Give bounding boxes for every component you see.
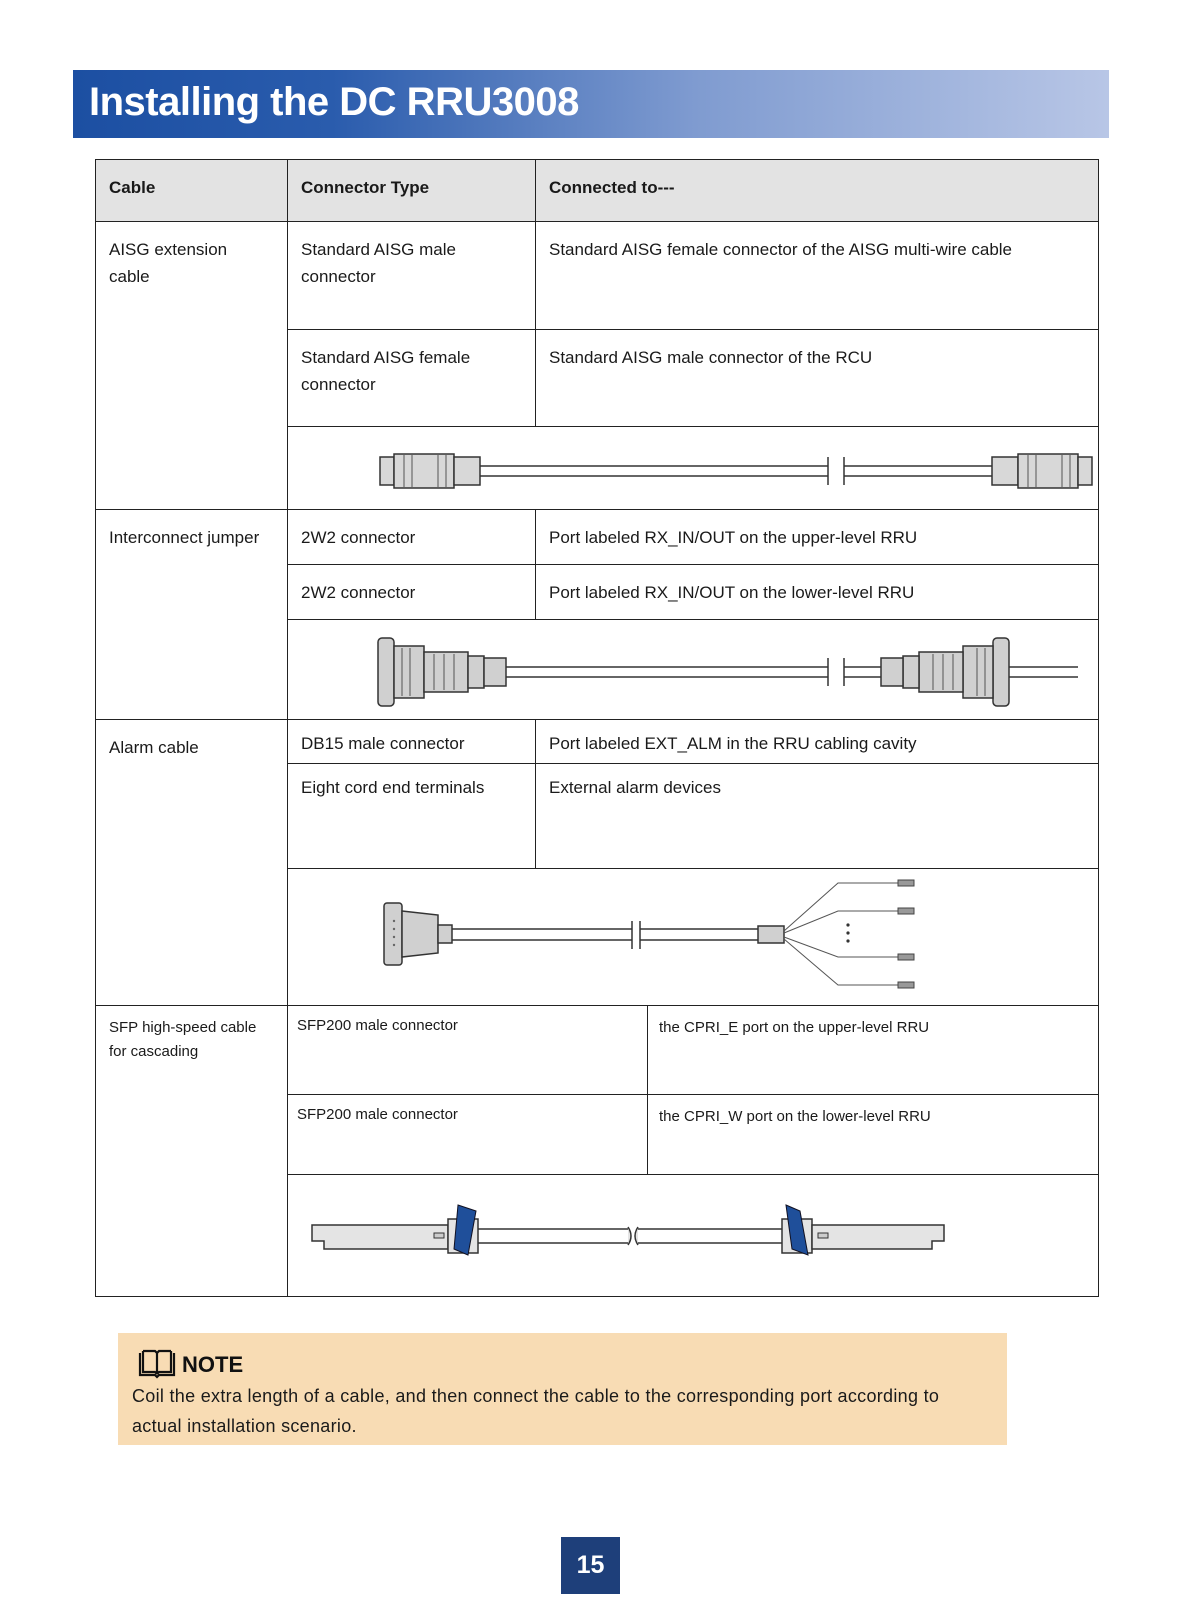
cable-name-cell: AISG extension cable	[96, 222, 288, 510]
connected-to-cell: Standard AISG male connector of the RCU	[536, 330, 1099, 427]
note-label: NOTE	[182, 1352, 244, 1377]
connected-to-cell: the CPRI_W port on the lower-level RRU	[648, 1095, 1099, 1175]
page-title: Installing the DC RRU3008	[89, 80, 579, 124]
connector-cell: 2W2 connector	[288, 565, 536, 620]
illustration-cell	[288, 620, 1099, 720]
header-cable: Cable	[96, 160, 288, 222]
alarm-cable-illustration	[288, 869, 1099, 1006]
cable-name-cell: SFP high-speed cable for cascading	[96, 1006, 288, 1297]
connected-to-cell: the CPRI_E port on the upper-level RRU	[648, 1006, 1099, 1095]
illustration-cell	[288, 1175, 1099, 1297]
connector-cell: Eight cord end terminals	[288, 764, 536, 869]
note-text: Coil the extra length of a cable, and then connect the cable to the corresponding port according to actual installation scenario.	[132, 1386, 940, 1436]
connected-to-cell: Port labeled EXT_ALM in the RRU cabling cavity	[536, 720, 1099, 764]
connector-cell: DB15 male connector	[288, 720, 536, 764]
aisg-cable-illustration	[288, 427, 1099, 510]
connected-to-cell: Standard AISG female connector of the AISG multi-wire cable	[536, 222, 1099, 330]
cable-table	[95, 159, 1099, 1297]
connector-cell: SFP200 male connector	[288, 1095, 648, 1175]
connected-to-cell: External alarm devices	[536, 764, 1099, 869]
connector-cell: SFP200 male connector	[288, 1006, 648, 1095]
illustration-cell	[288, 869, 1099, 1006]
cable-name-cell: Alarm cable	[96, 720, 288, 1006]
connector-cell: Standard AISG male connector	[288, 222, 536, 330]
connector-cell: Standard AISG female connector	[288, 330, 536, 427]
illustration-cell	[288, 427, 1099, 510]
note-box	[118, 1333, 1007, 1445]
connected-to-cell: Port labeled RX_IN/OUT on the upper-level RRU	[536, 510, 1099, 565]
title-banner	[73, 70, 1109, 138]
page-number: 15	[561, 1537, 620, 1594]
jumper-illustration	[288, 620, 1099, 720]
book-icon	[138, 1349, 176, 1379]
sfp-cable-illustration	[288, 1175, 1099, 1297]
header-connector-type: Connector Type	[288, 160, 536, 222]
cable-name-cell: Interconnect jumper	[96, 510, 288, 720]
connector-cell: 2W2 connector	[288, 510, 536, 565]
header-connected-to: Connected to---	[536, 160, 1099, 222]
connected-to-cell: Port labeled RX_IN/OUT on the lower-level RRU	[536, 565, 1099, 620]
